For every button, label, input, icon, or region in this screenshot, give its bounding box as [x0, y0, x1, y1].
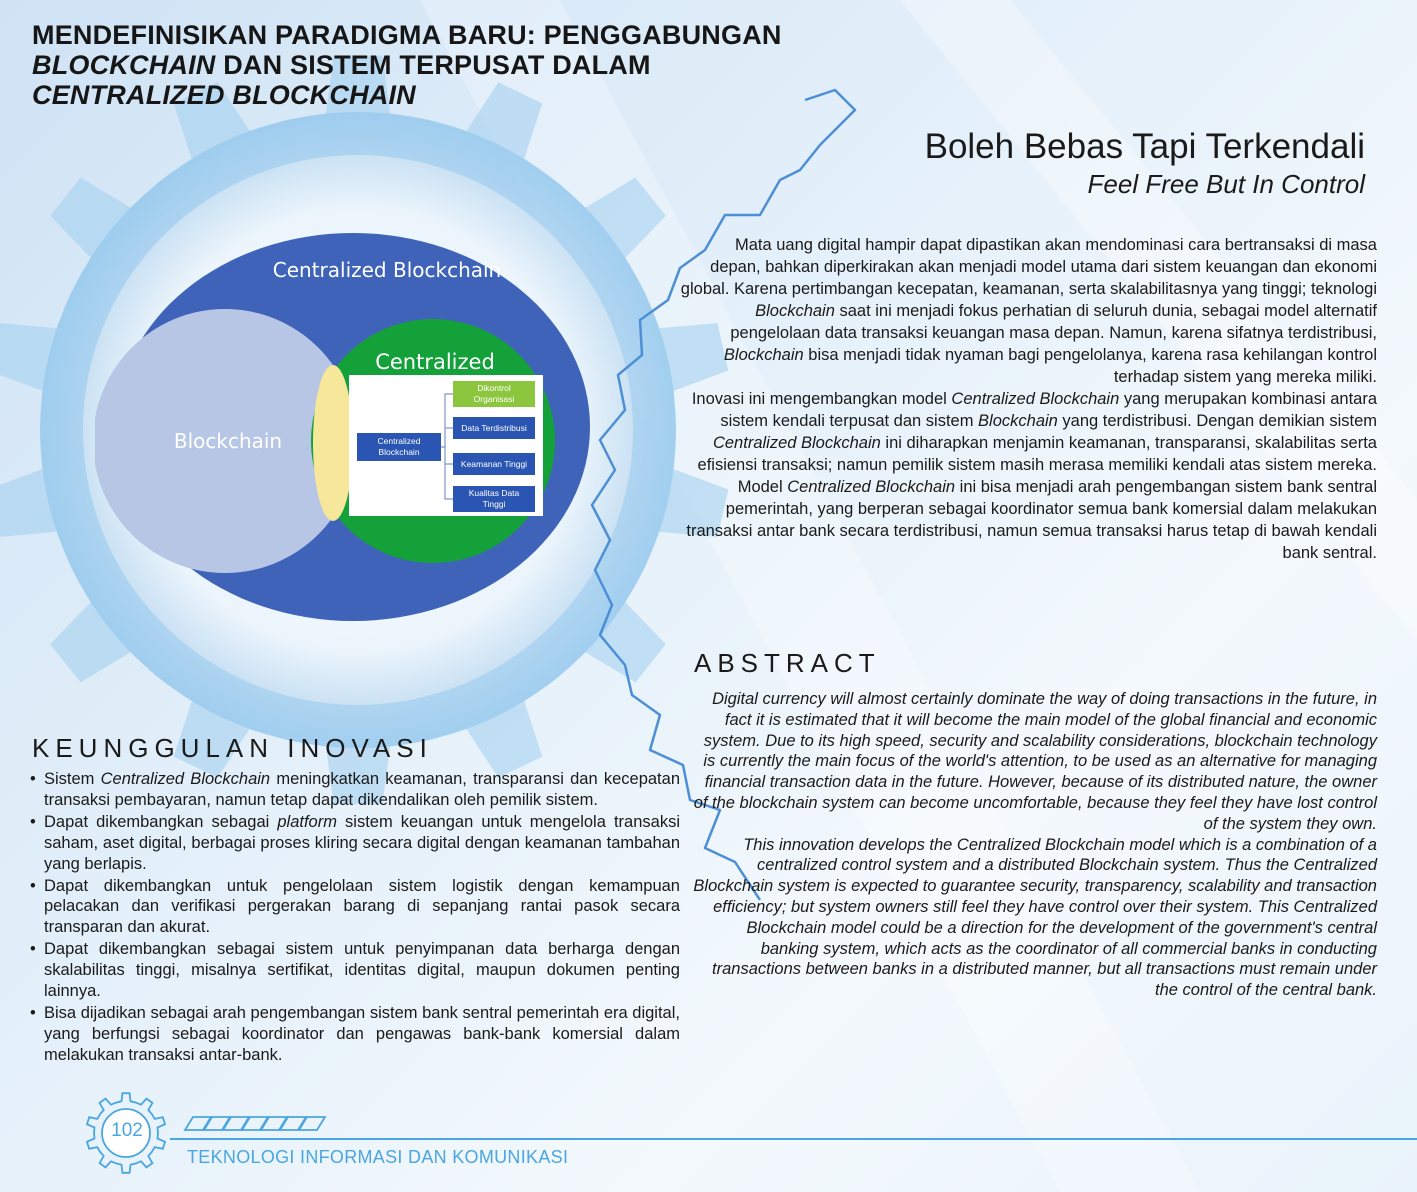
advantage-5-run: Bisa dijadikan sebagai arah pengembangan sistem bank sentral pemerintah era digital, yang berfungsi sebagai koordinator dan pengawas bank-bank komersial dalam melakukan transaksi antar-bank. [44, 1003, 680, 1064]
advantage-4-run: Dapat dikembangkan sebagai sistem untuk penyimpanan data berharga dengan skalabilitas tinggi, misalnya sertifikat, identitas digital, maupun dokumen penting lainnya. [44, 940, 680, 1001]
intro-p1-run: Blockchain [755, 302, 835, 320]
intro-text [680, 234, 1377, 564]
footer-stripes [185, 1117, 325, 1130]
intro-p2-run: Centralized Blockchain [712, 434, 881, 452]
intro-paragraph-2 [680, 388, 1377, 564]
advantage-item [28, 876, 680, 939]
center-box-label-1: Centralized [377, 436, 421, 446]
intro-p1-run: Blockchain [723, 346, 804, 364]
slogan-main: Boleh Bebas Tapi Terkendali [924, 127, 1365, 166]
advantage-2-run: sistem keuangan untuk mengelola transaksi saham, aset digital, berbagai proses kliring secara digital dengan keamanan tambahan yang berlapis. [44, 812, 680, 873]
title-line-1: MENDEFINISIKAN PARADIGMA BARU: PENGGABUNGAN [32, 20, 782, 50]
advantage-2-run: Dapat dikembangkan sebagai [44, 812, 278, 831]
center-box-label-2: Blockchain [378, 447, 420, 457]
intro-p2-run: ini diharapkan menjamin keamanan, transparansi, skalabilitas serta efisiensi transaksi; namun pemilik sistem masih merasa memiliki kendali atas sistem mereka. Model [697, 434, 1377, 496]
title-italic-blockchain: BLOCKCHAIN [32, 50, 216, 80]
intro-p2-run: Centralized Blockchain [951, 390, 1120, 408]
intro-p1-run: bisa menjadi tidak nyaman bagi pengelolanya, karena rasa kehilangan kontrol terhadap sistem yang mereka miliki. [803, 346, 1377, 386]
advantage-2-run: platform [277, 812, 337, 831]
intro-p2-run: ini bisa menjadi arah pengembangan sistem bank sentral pemerintah, yang berperan sebagai koordinator semua bank komersial dalam melakukan transaksi antar bank secara terdistribusi, namun semua transaksi harus tetap di bawah kendali bank sentral. [686, 478, 1377, 562]
intro-p1-run: saat ini menjadi fokus perhatian di seluruh dunia, sebagai model alternatif pengelolaan data transaksi keuangan masa depan. Namun, karena sifatnya terdistribusi, [730, 302, 1377, 342]
item-kualitas-data-line-1: Kualitas Data [468, 488, 520, 498]
intro-p2-run: Blockchain [978, 412, 1058, 430]
title-line-3 [32, 80, 852, 110]
advantage-item [28, 939, 680, 1002]
advantages-heading: KEUNGGULAN INOVASI [32, 733, 433, 763]
advantage-1-run: meningkatkan keamanan, transparansi dan kecepatan transaksi pembayaran, namun tetap dapat dikendalikan oleh pemilik sistem. [44, 770, 680, 809]
page-title [32, 20, 852, 110]
advantages-list [28, 769, 680, 1067]
title-italic-centralized: CENTRALIZED BLOCKCHAIN [32, 80, 416, 110]
page-number: 102 [111, 1120, 143, 1141]
advantage-3-run: Dapat dikembangkan untuk pengelolaan sistem logistik dengan kemampuan pelacakan dan verifikasi pergerakan barang di sepanjang rantai pasok secara transparan dan akurat. [44, 876, 680, 937]
slogan [925, 126, 1365, 200]
advantage-item [28, 769, 680, 811]
item-dikontrol-line-2: Organisasi [473, 394, 515, 404]
advantage-1-run: Centralized Blockchain [100, 770, 271, 788]
intro-p1-run: Mata uang digital hampir dapat dipastikan akan mendominasi cara bertransaksi di masa depan, bahkan diperkirakan akan menjadi model utama dari sistem keuangan dan ekonomi global. Karena pertimbangan kecepatan, keamanan, serta skalabilitasnya yang tinggi; teknologi [680, 236, 1377, 298]
intro-p2-run: yang terdistribusi. Dengan demikian sistem [1057, 412, 1377, 430]
centralized-label: Centralized [375, 350, 495, 374]
title-line-2 [32, 50, 852, 80]
intro-p2-run: Inovasi ini mengembangkan model [691, 390, 952, 408]
venn-diagram [95, 183, 605, 663]
item-keamanan-tinggi: Keamanan Tinggi [460, 459, 528, 469]
intro-paragraph-1 [680, 234, 1377, 388]
advantage-item [28, 812, 680, 875]
slogan-sub: Feel Free But In Control [1087, 169, 1365, 199]
footer-section-title: TEKNOLOGI INFORMASI DAN KOMUNIKASI [187, 1147, 569, 1167]
item-dikontrol-line-1: Dikontrol [477, 383, 511, 393]
item-data-terdistribusi: Data Terdistribusi [461, 423, 527, 433]
intersection-lens [313, 365, 353, 521]
item-kualitas-data-line-2: Tinggi [482, 499, 506, 509]
advantage-1-run: Sistem [44, 770, 101, 788]
intro-p2-run: Centralized Blockchain [787, 478, 956, 496]
title-line-2-rest: DAN SISTEM TERPUSAT DALAM [215, 50, 651, 80]
outer-circle-label: Centralized Blockchain [272, 258, 502, 282]
blockchain-label: Blockchain [173, 429, 283, 453]
advantage-item [28, 1003, 680, 1066]
abstract-paragraph-2: This innovation develops the Centralized Blockchain model which is a combination of a centralized control system and a distributed Blockchain system. Thus the Centralized Blockchain system is expected to guarantee security, transparency, scalability and transaction efficiency; but system owners still feel they have control over their system. This Centralized Blockchain model could be a direction for the development of the government's central banking system, which acts as the coordinator of all commercial banks in conducting transactions between banks in a distributed manner, but all transactions must remain under the control of the central bank. [693, 835, 1377, 1000]
venn-diagram-svg [95, 183, 605, 663]
abstract-paragraph-1: Digital currency will almost certainly dominate the way of doing transactions in the future, in fact it is estimated that it will become the main model of the global financial and economic system. Due to its high speed, security and scalability considerations, blockchain technology is currently the main focus of the world's attention, to be used as an alternative for managing financial transaction data in the future. However, because of its distributed nature, the owner of the blockchain system can become uncomfortable, because they feel they have lost control of the system they own. [693, 690, 1377, 833]
abstract-heading: ABSTRACT [694, 648, 881, 678]
intro-p2-run: yang merupakan kombinasi antara sistem kendali terpusat dan sistem [720, 390, 1377, 430]
abstract-body [690, 689, 1377, 1001]
